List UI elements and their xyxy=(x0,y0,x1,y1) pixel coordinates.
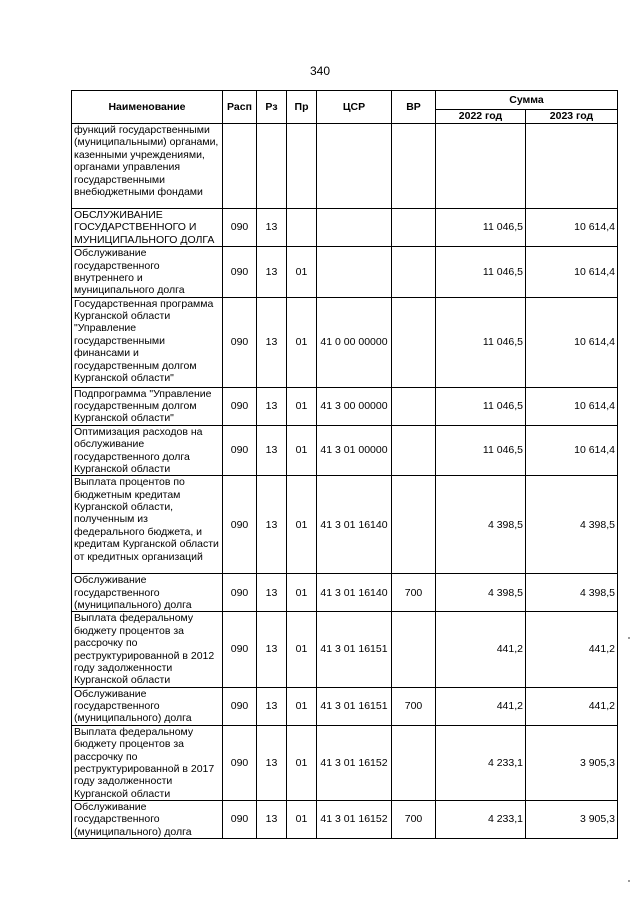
cell-rz: 13 xyxy=(257,247,287,298)
cell-pr: 01 xyxy=(287,297,317,387)
cell-csr: 41 3 01 00000 xyxy=(317,425,392,476)
cell-rasp: 090 xyxy=(223,574,257,612)
cell-2022: 11 046,5 xyxy=(436,247,526,298)
cell-2022: 441,2 xyxy=(436,612,526,687)
header-name: Наименование xyxy=(72,91,223,124)
cell-2023 xyxy=(526,124,618,209)
cell-2023: 4 398,5 xyxy=(526,574,618,612)
cell-vr xyxy=(392,725,436,800)
cell-name: Обслуживание государственного (муниципального) долга xyxy=(72,801,223,839)
cell-2023: 3 905,3 xyxy=(526,725,618,800)
cell-csr: 41 3 01 16151 xyxy=(317,687,392,725)
cell-name: функций государственными (муниципальными) органами, казенными учреждениями, органами управления государственными внебюджетными фондами xyxy=(72,124,223,209)
table-row xyxy=(72,476,618,574)
cell-name: Подпрограмма "Управление государственным долгом Курганской области" xyxy=(72,387,223,425)
cell-2022: 11 046,5 xyxy=(436,387,526,425)
cell-vr: 700 xyxy=(392,801,436,839)
cell-pr: 01 xyxy=(287,687,317,725)
cell-pr: 01 xyxy=(287,476,317,574)
cell-2023: 441,2 xyxy=(526,687,618,725)
cell-vr xyxy=(392,387,436,425)
cell-2022: 11 046,5 xyxy=(436,425,526,476)
table-row xyxy=(72,209,618,247)
cell-csr xyxy=(317,209,392,247)
table-row xyxy=(72,297,618,387)
table-row xyxy=(72,124,618,209)
cell-2023: 3 905,3 xyxy=(526,801,618,839)
cell-2022: 11 046,5 xyxy=(436,297,526,387)
cell-2023: 441,2 xyxy=(526,612,618,687)
header-rasp: Расп xyxy=(223,91,257,124)
header-vr: ВР xyxy=(392,91,436,124)
cell-2022: 4 398,5 xyxy=(436,476,526,574)
table-row xyxy=(72,687,618,725)
cell-pr: 01 xyxy=(287,725,317,800)
cell-rasp: 090 xyxy=(223,801,257,839)
cell-2023: 10 614,4 xyxy=(526,209,618,247)
cell-pr xyxy=(287,209,317,247)
cell-csr: 41 3 01 16152 xyxy=(317,725,392,800)
cell-name: Выплата федеральному бюджету процентов за рассрочку по реструктурированной в 2017 году задолженности Курганской области xyxy=(72,725,223,800)
cell-2023: 10 614,4 xyxy=(526,297,618,387)
cell-rasp: 090 xyxy=(223,387,257,425)
cell-pr: 01 xyxy=(287,801,317,839)
cell-2022 xyxy=(436,124,526,209)
cell-rasp: 090 xyxy=(223,725,257,800)
table-row xyxy=(72,612,618,687)
cell-rasp: 090 xyxy=(223,425,257,476)
cell-csr: 41 3 01 16140 xyxy=(317,574,392,612)
page-number: 340 xyxy=(309,64,331,78)
cell-2022: 4 233,1 xyxy=(436,725,526,800)
cell-name: Выплата процентов по бюджетным кредитам Курганской области, полученным из федерального бюджета, и кредитам Курганской области от кредитных организаций xyxy=(72,476,223,574)
cell-rz: 13 xyxy=(257,209,287,247)
cell-2022: 11 046,5 xyxy=(436,209,526,247)
cell-2022: 4 398,5 xyxy=(436,574,526,612)
cell-rasp: 090 xyxy=(223,247,257,298)
cell-rz: 13 xyxy=(257,687,287,725)
budget-table xyxy=(71,90,618,839)
table-row xyxy=(72,425,618,476)
cell-name: ОБСЛУЖИВАНИЕ ГОСУДАРСТВЕННОГО И МУНИЦИПАЛЬНОГО ДОЛГА xyxy=(72,209,223,247)
cell-rz: 13 xyxy=(257,612,287,687)
cell-pr: 01 xyxy=(287,425,317,476)
table-row xyxy=(72,247,618,298)
cell-rz: 13 xyxy=(257,387,287,425)
table-row xyxy=(72,801,618,839)
cell-rz: 13 xyxy=(257,725,287,800)
cell-csr: 41 3 00 00000 xyxy=(317,387,392,425)
cell-pr: 01 xyxy=(287,612,317,687)
header-year-2022: 2022 год xyxy=(436,110,526,124)
cell-vr xyxy=(392,247,436,298)
cell-rasp: 090 xyxy=(223,687,257,725)
cell-rasp: 090 xyxy=(223,209,257,247)
cell-rasp: 090 xyxy=(223,476,257,574)
cell-pr xyxy=(287,124,317,209)
cell-csr: 41 3 01 16152 xyxy=(317,801,392,839)
cell-rz xyxy=(257,124,287,209)
cell-2022: 441,2 xyxy=(436,687,526,725)
cell-vr xyxy=(392,209,436,247)
cell-rz: 13 xyxy=(257,297,287,387)
cell-vr xyxy=(392,476,436,574)
cell-name: Обслуживание государственного внутреннего и муниципального долга xyxy=(72,247,223,298)
cell-pr: 01 xyxy=(287,574,317,612)
header-year-2023: 2023 год xyxy=(526,110,618,124)
header-rz: Рз xyxy=(257,91,287,124)
cell-2023: 10 614,4 xyxy=(526,247,618,298)
table-row xyxy=(72,574,618,612)
cell-name: Государственная программа Курганской области "Управление государственными финансами и государственным долгом Курганской области" xyxy=(72,297,223,387)
cell-csr: 41 0 00 00000 xyxy=(317,297,392,387)
cell-rz: 13 xyxy=(257,425,287,476)
cell-2023: 10 614,4 xyxy=(526,425,618,476)
cell-pr: 01 xyxy=(287,247,317,298)
cell-csr: 41 3 01 16140 xyxy=(317,476,392,574)
cell-vr: 700 xyxy=(392,687,436,725)
cell-2023: 4 398,5 xyxy=(526,476,618,574)
cell-vr xyxy=(392,297,436,387)
header-sum: Сумма xyxy=(436,91,618,110)
cell-rz: 13 xyxy=(257,574,287,612)
cell-name: Обслуживание государственного (муниципального) долга xyxy=(72,574,223,612)
header-csr: ЦСР xyxy=(317,91,392,124)
cell-csr xyxy=(317,124,392,209)
scan-speck xyxy=(628,880,630,882)
table-row xyxy=(72,387,618,425)
cell-name: Обслуживание государственного (муниципального) долга xyxy=(72,687,223,725)
cell-rasp: 090 xyxy=(223,297,257,387)
cell-name: Выплата федеральному бюджету процентов за рассрочку по реструктурированной в 2012 году задолженности Курганской области xyxy=(72,612,223,687)
scan-speck xyxy=(628,637,630,639)
cell-name: Оптимизация расходов на обслуживание государственного долга Курганской области xyxy=(72,425,223,476)
header-pr: Пр xyxy=(287,91,317,124)
table-row xyxy=(72,725,618,800)
cell-csr xyxy=(317,247,392,298)
cell-pr: 01 xyxy=(287,387,317,425)
cell-rz: 13 xyxy=(257,476,287,574)
cell-vr: 700 xyxy=(392,574,436,612)
cell-rasp xyxy=(223,124,257,209)
cell-vr xyxy=(392,425,436,476)
cell-2023: 10 614,4 xyxy=(526,387,618,425)
cell-vr xyxy=(392,612,436,687)
cell-rz: 13 xyxy=(257,801,287,839)
cell-2022: 4 233,1 xyxy=(436,801,526,839)
cell-csr: 41 3 01 16151 xyxy=(317,612,392,687)
cell-rasp: 090 xyxy=(223,612,257,687)
cell-vr xyxy=(392,124,436,209)
